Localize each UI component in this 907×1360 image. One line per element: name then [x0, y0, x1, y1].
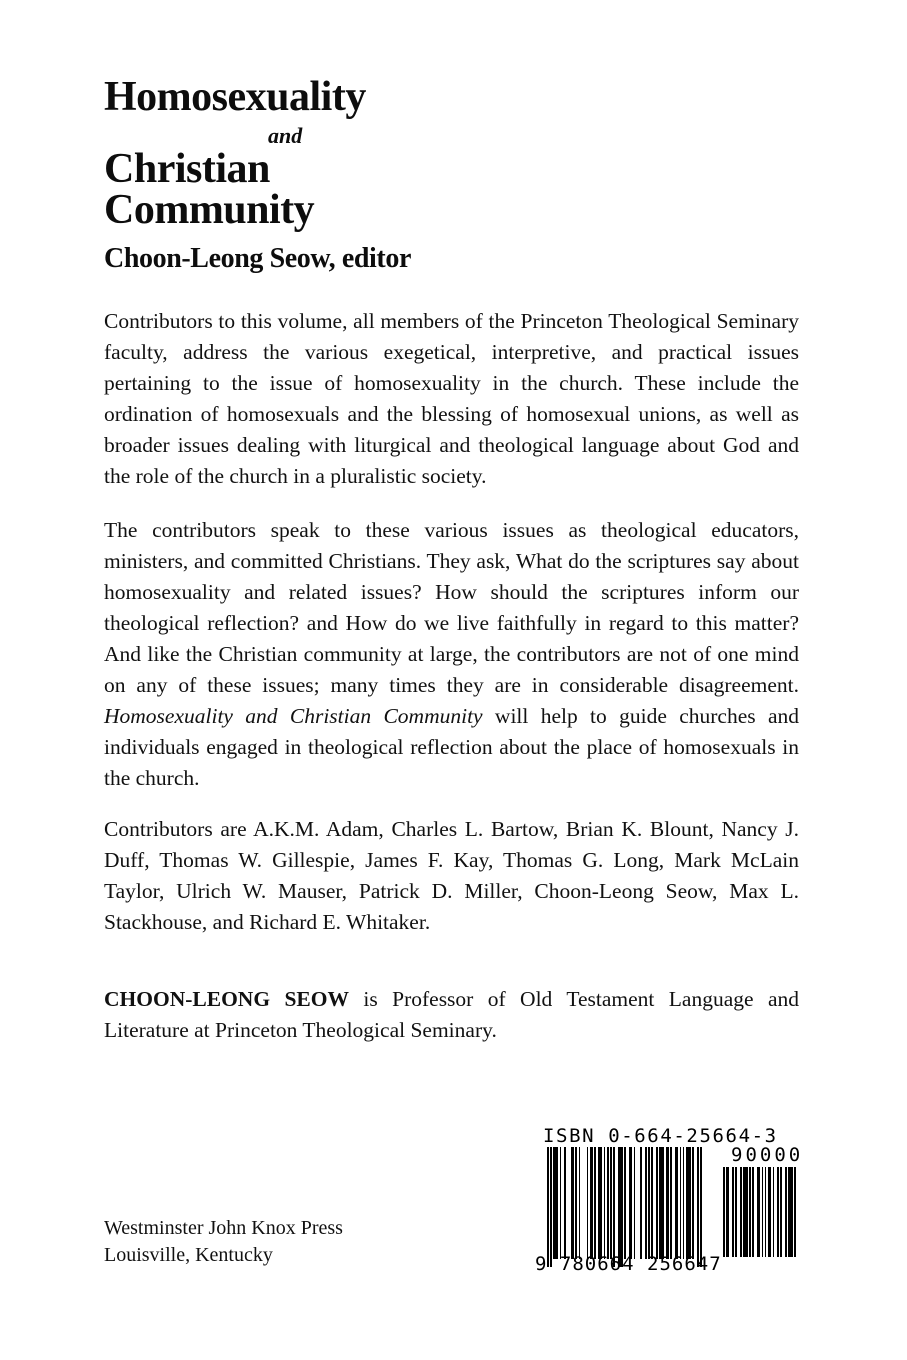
barcode-bar — [640, 1147, 642, 1259]
barcode-bar — [723, 1167, 725, 1257]
paragraph-2-text-end: will help to guide churches and individuals engaged in theological reflection about the place of homosexuals in the church. — [104, 704, 799, 790]
barcode-bar — [594, 1147, 596, 1259]
description-paragraph-2 — [104, 515, 799, 794]
barcode-bar — [553, 1147, 558, 1259]
barcode-bar — [675, 1147, 678, 1259]
barcode-bar — [560, 1147, 562, 1259]
isbn-barcode — [535, 1122, 805, 1277]
barcode-bar — [743, 1167, 748, 1257]
addon-barcode-bars — [723, 1167, 799, 1257]
barcode-bar — [680, 1147, 682, 1259]
ean-barcode-bars — [547, 1147, 707, 1269]
barcode-bar — [610, 1147, 612, 1259]
barcode-bar — [579, 1147, 581, 1259]
barcode-bar — [686, 1147, 691, 1259]
barcode-bar — [735, 1167, 737, 1257]
ean-prefix: 9 — [535, 1253, 548, 1275]
barcode-bar — [564, 1147, 566, 1259]
barcode-bar — [773, 1167, 775, 1257]
barcode-bar — [648, 1147, 650, 1259]
barcode-bar — [726, 1167, 729, 1257]
title-line-christian: Christian — [104, 146, 270, 192]
barcode-bar — [670, 1147, 672, 1259]
contributors-list: Contributors are A.K.M. Adam, Charles L. Bartow, Brian K. Blount, Nancy J. Duff, Thomas W. Gillespie, James F. Kay, Thomas G. Long, Mark McLain Taylor, Ulrich W. Mauser, Patrick D. Miller, Choon-Leong Seow, Max L. Stackhouse, and Richard E. Whitaker. — [104, 817, 799, 934]
ean-number — [535, 1253, 722, 1275]
barcode-bar — [651, 1147, 653, 1259]
barcode-bar — [765, 1167, 767, 1257]
barcode-bar — [740, 1167, 742, 1257]
barcode-bar — [700, 1147, 702, 1267]
publisher-location: Louisville, Kentucky — [104, 1244, 273, 1266]
barcode-bar — [590, 1147, 593, 1259]
barcode-bar — [607, 1147, 609, 1259]
barcode-bar — [598, 1147, 603, 1259]
ean-left-digits: 780664 — [559, 1253, 635, 1275]
barcode-bar — [618, 1147, 623, 1267]
barcode-bar — [666, 1147, 669, 1259]
barcode-bar — [732, 1167, 734, 1257]
barcode-bar — [757, 1167, 760, 1257]
barcode-bar — [634, 1147, 636, 1259]
paragraph-2-text: The contributors speak to these various issues as theological educators, ministers, and committed Christians. They ask, What do the scriptures say about homosexuality and related issues? How should the scriptures inform our theological reflection? and How do we live faithfully in regard to this matter? And like the Christian community at large, the contributors are not of one mind on any of these issues; many times they are in considerable disagreement. — [104, 518, 799, 697]
barcode-bar — [547, 1147, 549, 1267]
barcode-bar — [692, 1147, 694, 1259]
author-name: CHOON-LEONG SEOW — [104, 987, 349, 1011]
barcode-bar — [768, 1167, 771, 1257]
author-bio — [104, 984, 799, 1046]
publisher-info — [104, 1215, 343, 1269]
barcode-bar — [794, 1167, 796, 1257]
barcode-bar — [788, 1167, 793, 1257]
barcode-bar — [780, 1167, 782, 1257]
barcode-bar — [613, 1147, 615, 1267]
barcode-bar — [604, 1147, 606, 1259]
barcode-bar — [749, 1167, 751, 1257]
barcode-bar — [777, 1167, 779, 1257]
barcode-bar — [752, 1167, 754, 1257]
title-line-homosexuality: Homosexuality — [104, 74, 366, 120]
barcode-bar — [645, 1147, 647, 1259]
price-addon-code: 90000 — [731, 1144, 804, 1166]
description-paragraph-1: Contributors to this volume, all members of the Princeton Theological Seminary faculty, address the various exegetical, interpretive, and practical issues pertaining to the issue of homosexuality in the church. These include the ordination of homosexuals and the blessing of homosexual unions, as well as broader issues dealing with liturgical and theological language about God and the role of the church in a pluralistic society. — [104, 309, 799, 488]
barcode-bar — [697, 1147, 699, 1267]
barcode-bar — [571, 1147, 574, 1259]
title-connector-and: and — [268, 123, 303, 148]
barcode-bar — [624, 1147, 626, 1259]
isbn-number: ISBN 0-664-25664-3 — [543, 1125, 778, 1147]
barcode-bar — [587, 1147, 589, 1259]
barcode-bar — [656, 1147, 658, 1259]
barcode-bar — [659, 1147, 664, 1259]
book-title-italic: Homosexuality and Christian Community — [104, 704, 483, 728]
barcode-bar — [683, 1147, 685, 1259]
barcode-bar — [550, 1147, 552, 1267]
barcode-bar — [762, 1167, 764, 1257]
editor-credit: Choon-Leong Seow, editor — [104, 243, 411, 274]
author-bio-text: is Professor of Old Testament Language and Literature at Princeton Theological Seminary. — [104, 987, 799, 1042]
title-line-community: Community — [104, 187, 315, 233]
barcode-bar — [785, 1167, 787, 1257]
barcode-bar — [575, 1147, 577, 1259]
barcode-bar — [629, 1147, 632, 1259]
ean-right-digits: 256647 — [647, 1253, 722, 1275]
publisher-name: Westminster John Knox Press — [104, 1217, 343, 1239]
